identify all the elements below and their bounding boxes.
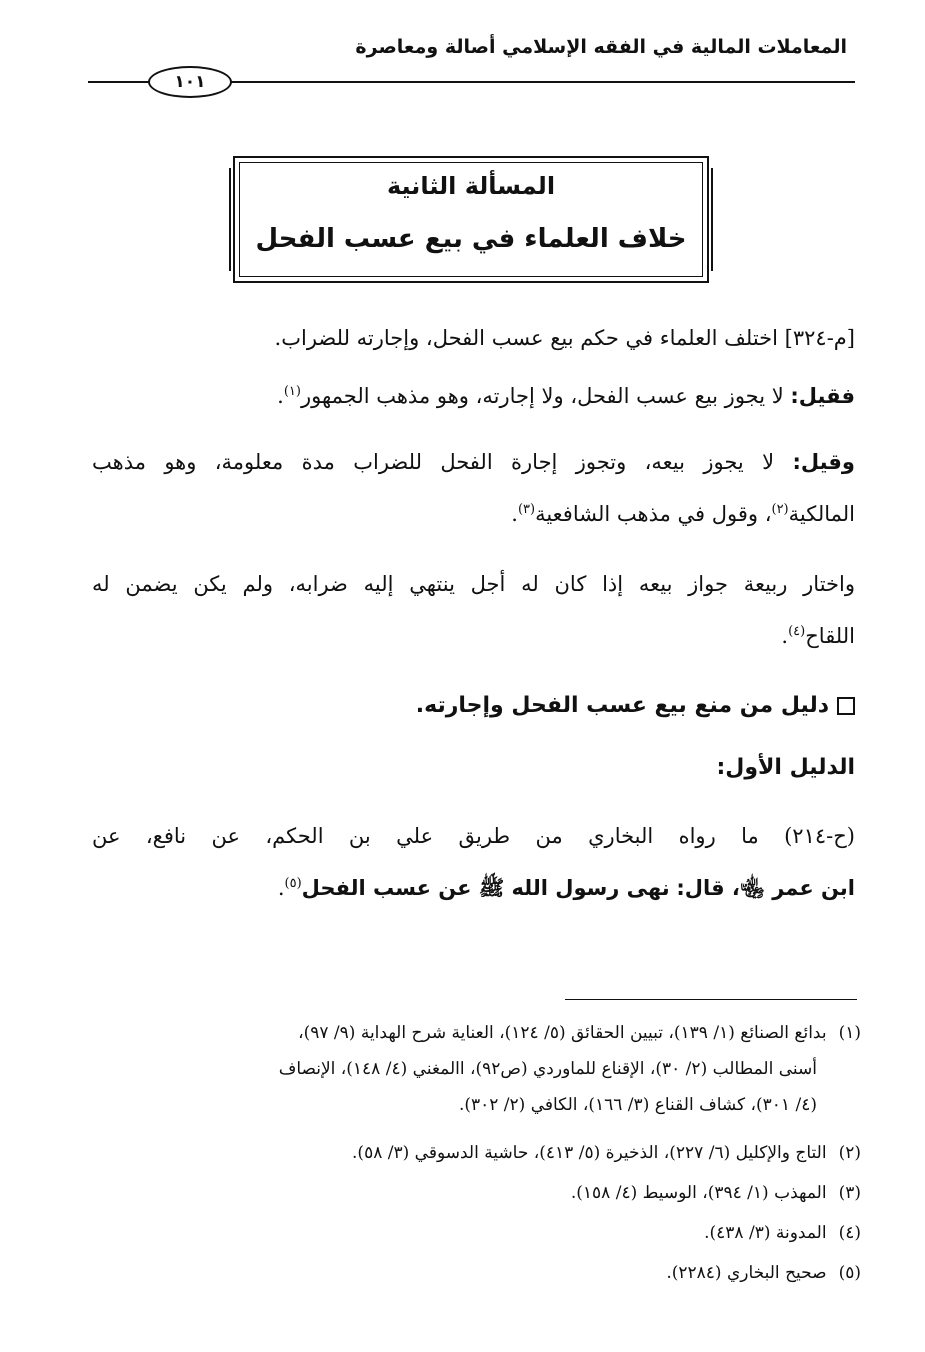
footnote-ref-3[interactable]: (٣) bbox=[517, 502, 536, 517]
footnote-2 bbox=[96, 1140, 861, 1166]
hadith-line-2: ابن عمر ﵄، قال: نهى رسول الله ﷺ عن عسب الفحل$^{(٥)}$. bbox=[277, 876, 855, 900]
footnote-1-line-3: (٤/ ٣٠١)، كشاف القناع (٣/ ١٦٦)، الكافي (٢/ ٣٠٢). bbox=[458, 1095, 817, 1115]
footnote-ref-5[interactable]: (٥) bbox=[284, 876, 302, 891]
opinion-label-2: وقيل: bbox=[792, 450, 855, 474]
running-title: المعاملات المالية في الفقه الإسلامي أصالة ومعاصرة bbox=[355, 36, 847, 58]
maliki-text: المالكية bbox=[788, 502, 855, 526]
footnote-5-text: صحيح البخاري (٢٢٨٤). bbox=[666, 1263, 827, 1283]
footnote-3-text: المهذب (١/ ٣٩٤)، الوسيط (٤/ ١٥٨). bbox=[570, 1183, 827, 1203]
shafii-text: ، وقول في مذهب الشافعية bbox=[535, 502, 772, 526]
footnote-1-line-2: أسنى المطالب (٢/ ٣٠)، الإقناع للماوردي (ص٩٢)، االمغني (٤/ ١٤٨)، الإنصاف bbox=[278, 1059, 817, 1079]
evidence-subheading-text: دليل من منع بيع عسب الفحل وإجارته. bbox=[415, 693, 829, 718]
footnote-ref-2[interactable]: (٢) bbox=[771, 502, 789, 517]
footnote-ref-4[interactable]: (٤) bbox=[788, 624, 806, 639]
paragraph-3-line-2: المالكية$^{(٢)}$، وقول في مذهب الشافعية$^{(٣)}$. bbox=[511, 502, 855, 526]
footnote-1-text-1: بدائع الصنائع (١/ ١٣٩)، تبيين الحقائق (٥/ ١٢٤)، العناية شرح الهداية (٩/ ٩٧)، bbox=[298, 1023, 827, 1043]
first-evidence-heading: الدليل الأول: bbox=[716, 755, 855, 780]
footnote-3-number: (٣) bbox=[838, 1183, 861, 1203]
section-title: خلاف العلماء في بيع عسب الفحل bbox=[255, 224, 687, 254]
opinion-text-2: لا يجوز بيعه، وتجوز إجارة الفحل للضراب مدة معلومة، وهو مذهب bbox=[92, 450, 775, 474]
footnote-separator bbox=[565, 999, 857, 1000]
footnote-4 bbox=[96, 1220, 861, 1246]
hadith-line-1: (ح-٢١٤) ما رواه البخاري من طريق علي بن الحكم، عن نافع، عن bbox=[92, 824, 855, 848]
laqah-text: اللقاح bbox=[805, 624, 855, 648]
paragraph-3-line-1 bbox=[92, 446, 855, 478]
footnote-1-number: (١) bbox=[838, 1023, 861, 1043]
square-bullet-icon bbox=[837, 697, 855, 715]
footnote-2-text: التاج والإكليل (٦/ ٢٢٧)، الذخيرة (٥/ ٤١٣)، حاشية الدسوقي (٣/ ٥٨). bbox=[352, 1143, 827, 1163]
footnote-1-line-1 bbox=[96, 1020, 861, 1046]
footnote-5-number: (٥) bbox=[838, 1263, 861, 1283]
hadith-text: نهى رسول الله ﷺ عن عسب الفحل bbox=[301, 876, 670, 900]
opinion-text-1: لا يجوز بيع عسب الفحل، ولا إجارته، وهو مذهب الجمهور bbox=[300, 384, 784, 408]
footnote-4-number: (٤) bbox=[838, 1223, 861, 1243]
paragraph-1: [م-٣٢٤] اختلف العلماء في حكم بيع عسب الفحل، وإجارته للضراب. bbox=[274, 326, 855, 350]
paragraph-4-line-2: اللقاح$^{(٤)}$. bbox=[781, 624, 855, 648]
footnote-4-text: المدونة (٣/ ٤٣٨). bbox=[704, 1223, 827, 1243]
footnote-5 bbox=[96, 1260, 861, 1286]
section-heading: المسألة الثانية bbox=[386, 172, 556, 200]
footnote-ref-1[interactable]: (١) bbox=[283, 384, 301, 399]
opinion-label-1: فقيل: bbox=[790, 384, 855, 408]
evidence-subheading bbox=[92, 690, 855, 722]
paragraph-2: فقيل: لا يجوز بيع عسب الفحل، ولا إجارته، وهو مذهب الجمهور$^{(١)}$. bbox=[277, 384, 855, 408]
hadith-narrator: ابن عمر ﵄، قال: bbox=[676, 876, 855, 900]
footnote-3 bbox=[96, 1180, 861, 1206]
footnote-2-number: (٢) bbox=[838, 1143, 861, 1163]
paragraph-4-line-1: واختار ربيعة جواز بيعه إذا كان له أجل ينتهي إليه ضرابه، ولم يكن يضمن له bbox=[92, 572, 855, 596]
page-number: ١٠١ bbox=[148, 66, 232, 98]
section-title-box bbox=[233, 156, 709, 283]
